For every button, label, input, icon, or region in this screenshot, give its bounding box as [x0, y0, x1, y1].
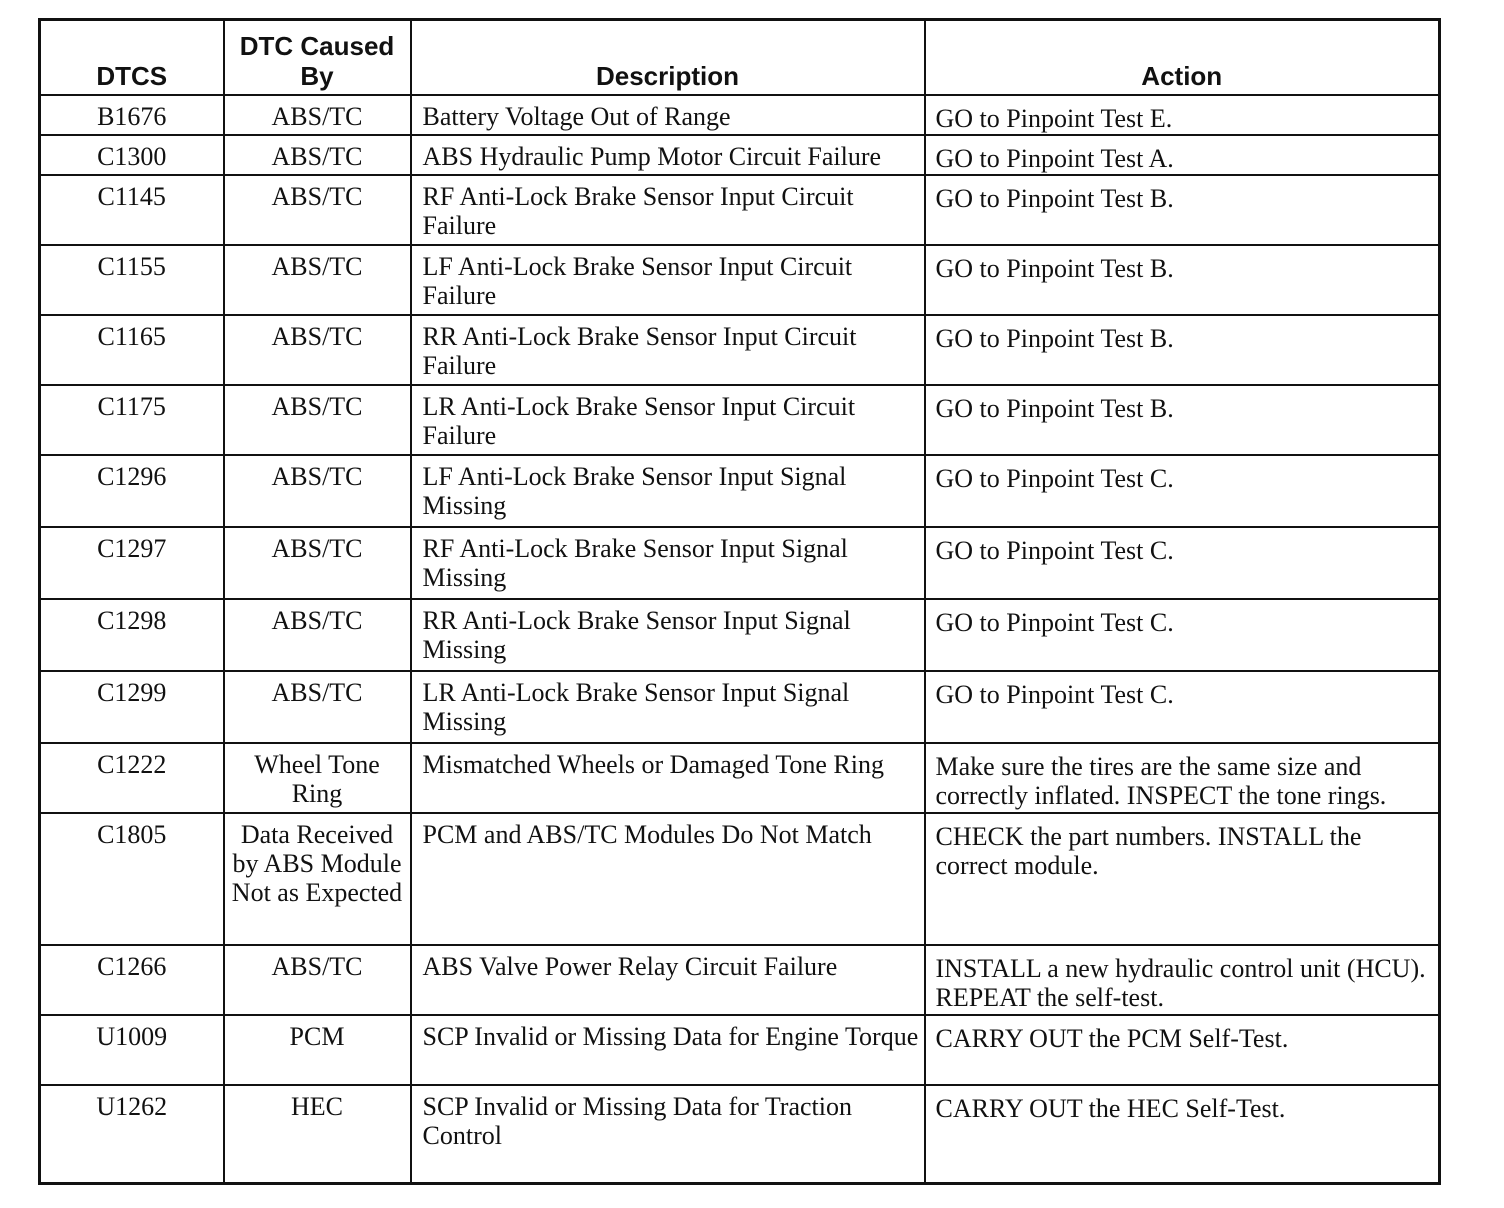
description-cell: RF Anti-Lock Brake Sensor Input Circuit Failure [411, 175, 925, 245]
dtc-code-cell: C1805 [40, 813, 224, 945]
dtc-code-cell: C1297 [40, 527, 224, 599]
description-cell: RR Anti-Lock Brake Sensor Input Signal Missing [411, 599, 925, 671]
table-row [40, 945, 1440, 1015]
dtc-code-cell: C1298 [40, 599, 224, 671]
table-row [40, 1015, 1440, 1085]
description-cell: PCM and ABS/TC Modules Do Not Match [411, 813, 925, 945]
dtc-code-cell: C1300 [40, 135, 224, 175]
description-cell: ABS Hydraulic Pump Motor Circuit Failure [411, 135, 925, 175]
dtc-code-cell: C1296 [40, 455, 224, 527]
action-cell: GO to Pinpoint Test E. [925, 95, 1440, 135]
table-row [40, 671, 1440, 743]
caused-by-cell: ABS/TC [224, 599, 411, 671]
table-row [40, 599, 1440, 671]
caused-by-cell: ABS/TC [224, 671, 411, 743]
action-cell: Make sure the tires are the same size and correctly inflated. INSPECT the tone rings. [925, 743, 1440, 813]
table-row [40, 315, 1440, 385]
action-cell: GO to Pinpoint Test C. [925, 599, 1440, 671]
caused-by-cell: ABS/TC [224, 527, 411, 599]
dtc-code-cell: C1299 [40, 671, 224, 743]
header-row [40, 20, 1440, 96]
dtc-code-cell: U1009 [40, 1015, 224, 1085]
table-row [40, 95, 1440, 135]
table-row [40, 135, 1440, 175]
caused-by-cell: Wheel Tone Ring [224, 743, 411, 813]
table-row [40, 175, 1440, 245]
caused-by-cell: ABS/TC [224, 245, 411, 315]
action-cell: GO to Pinpoint Test B. [925, 245, 1440, 315]
action-cell: CARRY OUT the PCM Self-Test. [925, 1015, 1440, 1085]
table-row [40, 743, 1440, 813]
table-row [40, 1085, 1440, 1183]
dtc-code-cell: U1262 [40, 1085, 224, 1183]
caused-by-cell: ABS/TC [224, 135, 411, 175]
table-body [40, 95, 1440, 1183]
description-cell: Mismatched Wheels or Damaged Tone Ring [411, 743, 925, 813]
header-action: Action [925, 20, 1440, 96]
caused-by-cell: Data Received by ABS Module Not as Expected [224, 813, 411, 945]
caused-by-cell: HEC [224, 1085, 411, 1183]
action-cell: CARRY OUT the HEC Self-Test. [925, 1085, 1440, 1183]
caused-by-cell: ABS/TC [224, 945, 411, 1015]
action-cell: CHECK the part numbers. INSTALL the correct module. [925, 813, 1440, 945]
description-cell: LF Anti-Lock Brake Sensor Input Circuit Failure [411, 245, 925, 315]
caused-by-cell: ABS/TC [224, 175, 411, 245]
dtc-code-cell: C1165 [40, 315, 224, 385]
action-cell: GO to Pinpoint Test C. [925, 455, 1440, 527]
description-cell: Battery Voltage Out of Range [411, 95, 925, 135]
action-cell: INSTALL a new hydraulic control unit (HCU). REPEAT the self-test. [925, 945, 1440, 1015]
dtc-table [38, 18, 1441, 1185]
description-cell: SCP Invalid or Missing Data for Traction Control [411, 1085, 925, 1183]
action-cell: GO to Pinpoint Test C. [925, 671, 1440, 743]
description-cell: RR Anti-Lock Brake Sensor Input Circuit Failure [411, 315, 925, 385]
description-cell: LR Anti-Lock Brake Sensor Input Signal Missing [411, 671, 925, 743]
dtc-code-cell: B1676 [40, 95, 224, 135]
caused-by-cell: ABS/TC [224, 385, 411, 455]
dtc-code-cell: C1222 [40, 743, 224, 813]
table-row [40, 245, 1440, 315]
caused-by-cell: ABS/TC [224, 95, 411, 135]
header-dtcs: DTCS [40, 20, 224, 96]
action-cell: GO to Pinpoint Test C. [925, 527, 1440, 599]
description-cell: LF Anti-Lock Brake Sensor Input Signal Missing [411, 455, 925, 527]
table-row [40, 527, 1440, 599]
dtc-code-cell: C1155 [40, 245, 224, 315]
action-cell: GO to Pinpoint Test A. [925, 135, 1440, 175]
table-header [40, 20, 1440, 96]
action-cell: GO to Pinpoint Test B. [925, 315, 1440, 385]
description-cell: RF Anti-Lock Brake Sensor Input Signal Missing [411, 527, 925, 599]
table-row [40, 813, 1440, 945]
caused-by-cell: PCM [224, 1015, 411, 1085]
caused-by-cell: ABS/TC [224, 315, 411, 385]
header-caused-by: DTC Caused By [224, 20, 411, 96]
dtc-code-cell: C1175 [40, 385, 224, 455]
description-cell: ABS Valve Power Relay Circuit Failure [411, 945, 925, 1015]
table-row [40, 385, 1440, 455]
description-cell: SCP Invalid or Missing Data for Engine Torque [411, 1015, 925, 1085]
caused-by-cell: ABS/TC [224, 455, 411, 527]
dtc-code-cell: C1145 [40, 175, 224, 245]
description-cell: LR Anti-Lock Brake Sensor Input Circuit Failure [411, 385, 925, 455]
dtc-code-cell: C1266 [40, 945, 224, 1015]
action-cell: GO to Pinpoint Test B. [925, 385, 1440, 455]
table-row [40, 455, 1440, 527]
action-cell: GO to Pinpoint Test B. [925, 175, 1440, 245]
header-description: Description [411, 20, 925, 96]
